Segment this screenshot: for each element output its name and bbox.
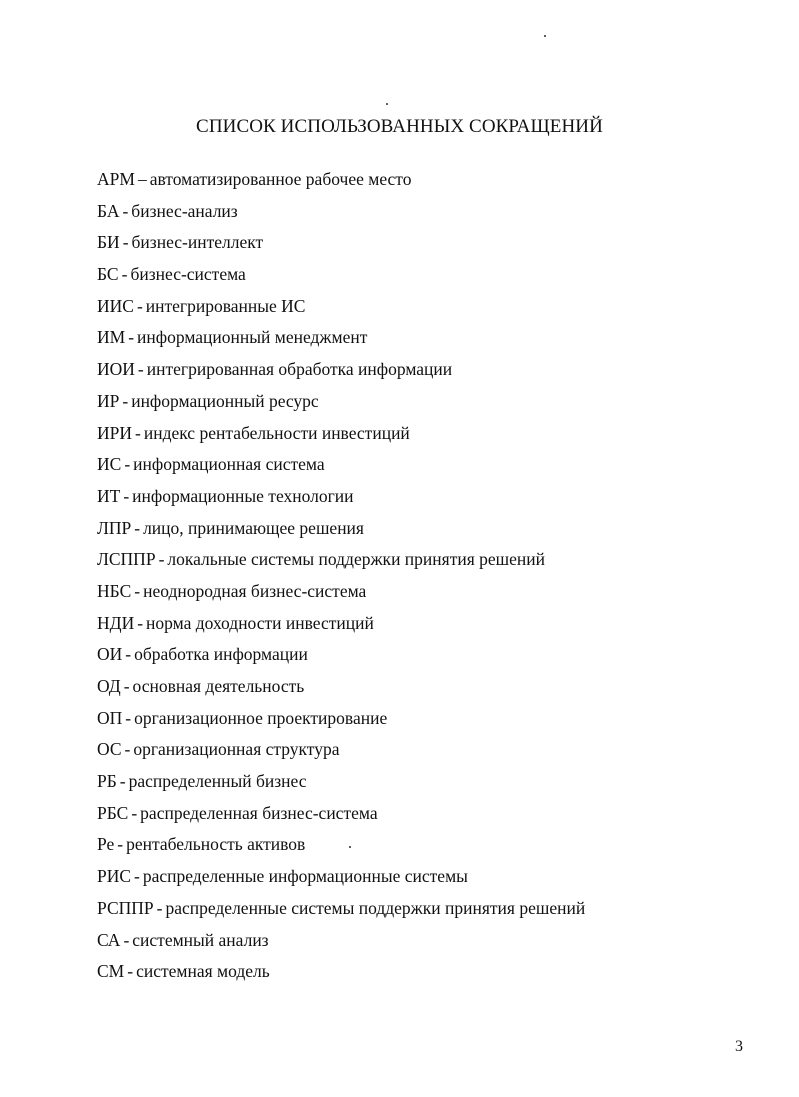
list-item	[97, 483, 585, 515]
separator-dash: -	[119, 771, 126, 792]
abbreviation: РСППР	[97, 897, 154, 918]
separator-dash: -	[123, 676, 130, 696]
separator-dash: -	[124, 739, 131, 760]
definition: распределенная бизнес-система	[140, 802, 378, 823]
separator-dash: -	[127, 961, 134, 982]
list-item	[97, 610, 585, 642]
list-item	[97, 451, 585, 483]
abbreviation: ОД	[97, 676, 121, 696]
definition: распределенные информационные системы	[142, 866, 468, 887]
definition: лицо, принимающее решения	[143, 517, 364, 538]
list-item	[97, 705, 585, 737]
abbreviation: ЛПР	[97, 517, 132, 538]
abbreviation: ИТ	[97, 485, 121, 506]
scan-speck	[386, 103, 388, 105]
list-item	[97, 261, 585, 293]
definition: автоматизированное рабочее место	[149, 169, 412, 189]
abbreviation-list	[97, 166, 585, 990]
list-item	[97, 641, 585, 673]
definition: системная модель	[136, 961, 270, 982]
list-item	[97, 166, 585, 198]
list-item	[97, 293, 585, 325]
abbreviation: ОС	[97, 739, 122, 760]
abbreviation: Ре	[97, 834, 115, 855]
separator-dash: -	[123, 485, 130, 506]
abbreviation: ИОИ	[97, 359, 135, 380]
definition: информационная система	[133, 454, 325, 475]
definition: организационное проектирование	[134, 707, 388, 728]
definition: локальные системы поддержки принятия решений	[167, 549, 545, 570]
abbreviation: СА	[97, 929, 121, 950]
list-item	[97, 515, 585, 547]
abbreviation: РБ	[97, 771, 117, 792]
separator-dash: -	[156, 897, 163, 918]
list-item	[97, 673, 585, 705]
list-item	[97, 927, 585, 959]
list-item	[97, 229, 585, 261]
abbreviation: НБС	[97, 580, 132, 601]
abbreviation: ОП	[97, 707, 123, 728]
abbreviation: ИРИ	[97, 422, 133, 443]
list-item	[97, 356, 585, 388]
list-item	[97, 895, 585, 927]
definition: интегрированные ИС	[145, 295, 306, 316]
definition: основная деятельность	[132, 676, 305, 696]
separator-dash: -	[124, 454, 131, 475]
abbreviation: ИИС	[97, 295, 134, 316]
abbreviation: СМ	[97, 961, 125, 982]
abbreviation: РИС	[97, 866, 132, 887]
separator-dash: -	[134, 517, 141, 538]
definition: информационный ресурс	[131, 390, 319, 411]
abbreviation: АРМ	[97, 169, 135, 189]
list-item	[97, 546, 585, 578]
definition: бизнес-система	[130, 264, 246, 285]
separator-dash: -	[125, 644, 132, 665]
abbreviation: ОИ	[97, 644, 123, 665]
abbreviation: БИ	[97, 232, 120, 253]
abbreviation: РБС	[97, 802, 129, 823]
separator-dash: -	[131, 802, 138, 823]
definition: неоднородная бизнес-система	[143, 580, 367, 601]
abbreviation: ИМ	[97, 327, 126, 348]
separator-dash: -	[137, 612, 144, 633]
separator-dash: -	[123, 929, 130, 950]
list-item	[97, 800, 585, 832]
abbreviation: ЛСППР	[97, 549, 156, 570]
separator-dash: -	[122, 390, 129, 411]
definition: бизнес-анализ	[131, 200, 238, 221]
abbreviation: НДИ	[97, 612, 135, 633]
list-item	[97, 420, 585, 452]
definition: интегрированная обработка информации	[146, 359, 453, 380]
list-item	[97, 198, 585, 230]
definition: распределенный бизнес	[128, 771, 307, 792]
page-title: СПИСОК ИСПОЛЬЗОВАННЫХ СОКРАЩЕНИЙ	[196, 116, 603, 137]
separator-dash: -	[137, 359, 144, 380]
list-item	[97, 831, 585, 863]
separator-dash: -	[136, 295, 143, 316]
separator-dash: -	[158, 549, 165, 570]
abbreviation: ИС	[97, 454, 122, 475]
list-item	[97, 388, 585, 420]
separator-dash: -	[135, 422, 141, 443]
list-item	[97, 736, 585, 768]
list-item	[97, 324, 585, 356]
list-item	[97, 958, 585, 990]
separator-dash: -	[121, 264, 128, 285]
separator-dash: -	[125, 707, 132, 728]
list-item	[97, 768, 585, 800]
separator-dash: -	[122, 232, 129, 253]
definition: индекс рентабельности инвестиций	[143, 422, 410, 443]
definition: рентабельность активов	[126, 834, 306, 855]
definition: информационные технологии	[132, 485, 354, 506]
separator-dash: -	[128, 327, 135, 348]
definition: бизнес-интеллект	[131, 232, 264, 253]
list-item	[97, 578, 585, 610]
abbreviation: ИР	[97, 390, 120, 411]
definition: информационный менеджмент	[137, 327, 368, 348]
definition: системный анализ	[132, 929, 269, 950]
separator-dash: -	[134, 580, 141, 601]
definition: норма доходности инвестиций	[146, 612, 374, 633]
list-item	[97, 863, 585, 895]
separator-dash: -	[134, 866, 140, 887]
page-number: 3	[735, 1038, 743, 1055]
definition: распределенные системы поддержки принятия решений	[165, 897, 586, 918]
definition: обработка информации	[134, 644, 308, 665]
abbreviation: БС	[97, 264, 119, 285]
separator-dash: -	[117, 834, 124, 855]
separator-dash: –	[137, 169, 147, 189]
scan-speck	[544, 35, 546, 37]
separator-dash: -	[122, 200, 129, 221]
abbreviation: БА	[97, 200, 120, 221]
definition: организационная структура	[133, 739, 340, 760]
